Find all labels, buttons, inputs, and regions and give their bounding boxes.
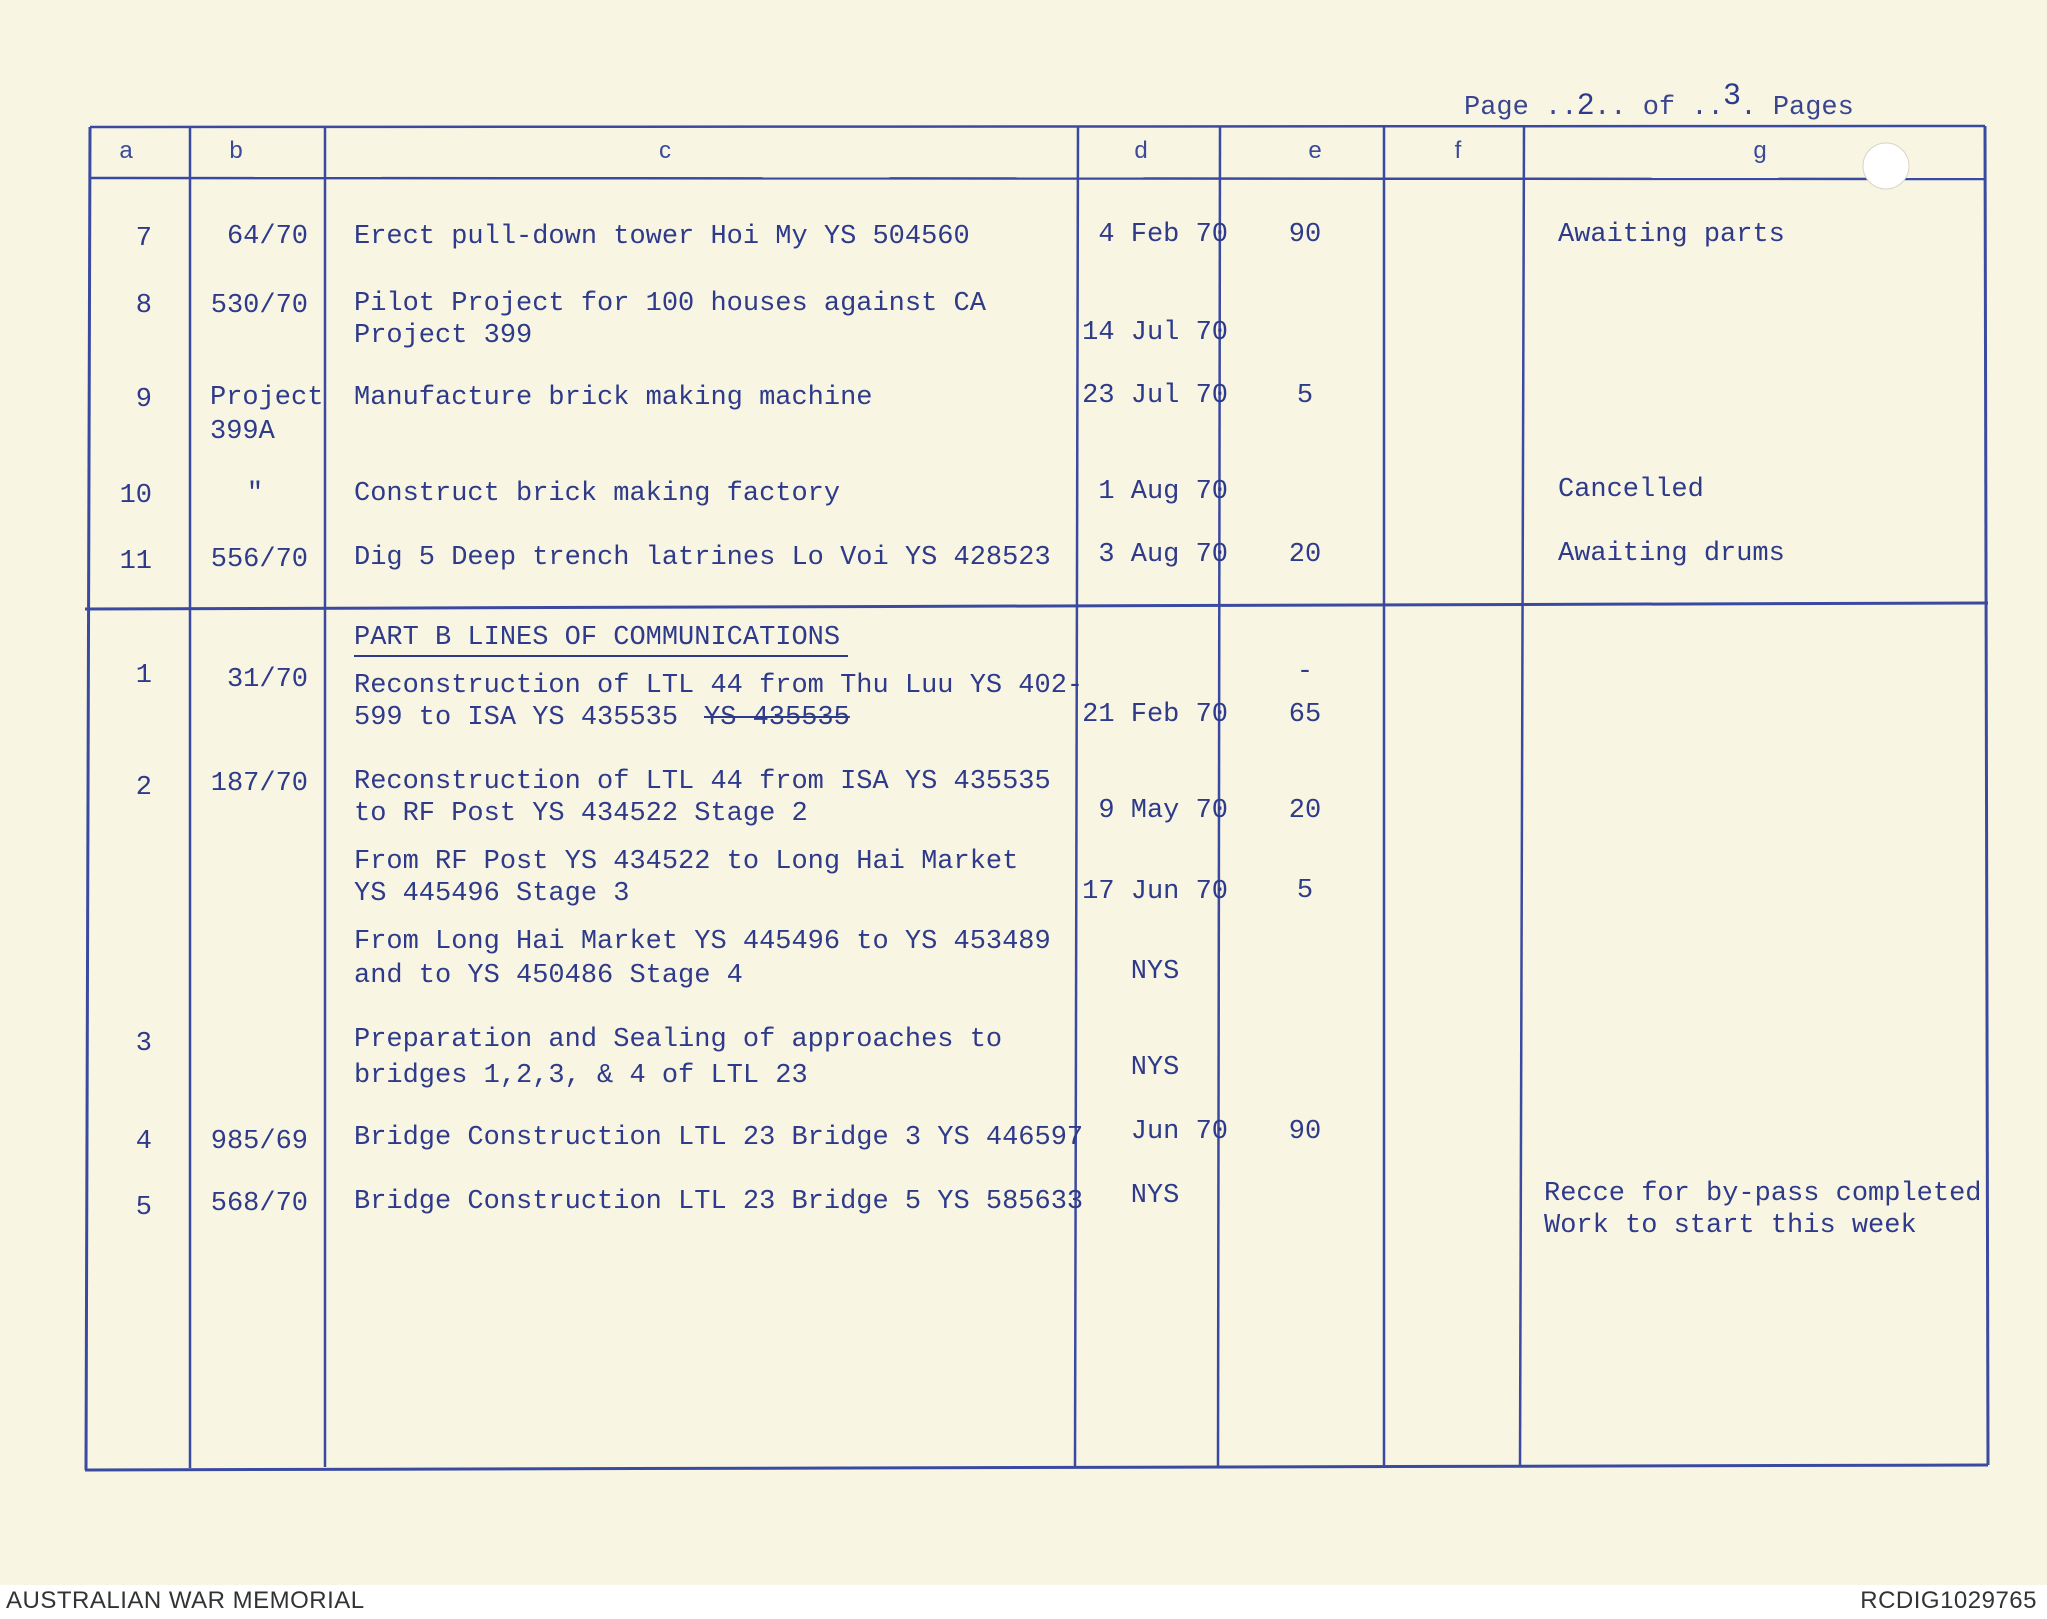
part-b-row-5-c: Bridge Construction LTL 23 Bridge 5 YS 585633 [354, 1187, 1084, 1217]
part-b-stage-3-c-line2: YS 445496 Stage 3 [354, 879, 630, 909]
part-b-row-4-e: 90 [1288, 1117, 1322, 1147]
row-9-c: Manufacture brick making machine [354, 383, 873, 413]
row-8-d: 14 Jul 70 [1082, 318, 1228, 348]
column-header-e: e [1308, 137, 1322, 164]
page-number: 2 [1577, 88, 1595, 121]
row-9-b: Project [210, 383, 324, 413]
page-total: 3 [1723, 78, 1741, 111]
column-header-d: d [1134, 137, 1148, 164]
grid-top [90, 126, 1985, 127]
part-b-row-1-a: 1 [135, 661, 152, 691]
part-b-row-5-b: 568/70 [210, 1189, 308, 1219]
grid-part-divider [85, 603, 1988, 609]
row-7-b: 64/70 [226, 222, 308, 252]
part-b-stage-3-c-line1: From RF Post YS 434522 to Long Hai Market [354, 847, 1019, 877]
part-b-row-1-b: 31/70 [226, 665, 308, 695]
part-b-row-3-d: NYS [1130, 1053, 1180, 1083]
row-11-d: 3 Aug 70 [1098, 540, 1228, 570]
part-b-row-1-e: 65 [1288, 700, 1322, 730]
row-10-g: Cancelled [1558, 475, 1704, 505]
part-b-stage-3-e: 5 [1296, 876, 1314, 906]
footer-credit: AUSTRALIAN WAR MEMORIAL [6, 1587, 365, 1614]
page-number-label [1464, 78, 1854, 123]
part-b-row-2-a: 2 [135, 773, 152, 803]
row-7-c: Erect pull-down tower Hoi My YS 504560 [354, 222, 970, 252]
part-b-row-2-d: 9 May 70 [1098, 796, 1228, 826]
part-b-row-4-d: Jun 70 [1130, 1117, 1228, 1147]
part-b-row-1-c-struck: YS 435535 [704, 703, 850, 733]
part-b-row-5-a: 5 [135, 1193, 152, 1223]
part-b-row-1-e-mark: - [1296, 657, 1314, 687]
column-header-b: b [229, 137, 243, 164]
row-11-g: Awaiting drums [1558, 539, 1785, 569]
row-10-a: 10 [119, 481, 152, 511]
part-b-row-2-e: 20 [1288, 796, 1322, 826]
part-b-row-2-c-line1: Reconstruction of LTL 44 from ISA YS 435535 [354, 767, 1051, 797]
row-9-d: 23 Jul 70 [1082, 381, 1228, 411]
part-b-row-2-b: 187/70 [210, 769, 308, 799]
part-b-row-5-g-line2: Work to start this week [1544, 1211, 1917, 1241]
footer-id: RCDIG1029765 [1860, 1587, 2037, 1614]
part-b-row-4-a: 4 [135, 1127, 152, 1157]
row-11-a: 11 [119, 547, 152, 577]
row-9-b-line2: 399A [210, 417, 275, 447]
part-b-row-5-g-line1: Recce for by-pass completed [1544, 1179, 1982, 1209]
column-header-g: g [1753, 137, 1767, 164]
column-header-f: f [1454, 137, 1462, 164]
part-b-row-4-b: 985/69 [210, 1127, 308, 1157]
row-8-a: 8 [135, 291, 152, 321]
page-mid: .. of .. [1594, 93, 1724, 123]
column-header-a: a [119, 137, 133, 164]
column-header-c: c [659, 137, 671, 164]
grid-right [1985, 126, 1988, 1465]
row-7-e: 90 [1288, 220, 1322, 250]
part-b-row-1-c-line1: Reconstruction of LTL 44 from Thu Luu YS 402- [354, 671, 1084, 701]
punch-hole [1863, 143, 1909, 189]
page-prefix: Page .. [1464, 93, 1578, 123]
grid-left [86, 127, 90, 1470]
part-b-row-3-a: 3 [135, 1029, 152, 1059]
grid-header-bottom [90, 178, 1985, 179]
part-b-stage-3-d: 17 Jun 70 [1082, 877, 1228, 907]
row-9-a: 9 [135, 385, 152, 415]
part-b-stage-4-c-line2: and to YS 450486 Stage 4 [354, 961, 743, 991]
part-b-row-1-d: 21 Feb 70 [1082, 700, 1228, 730]
part-b-row-3-c-line1: Preparation and Sealing of approaches to [354, 1025, 1003, 1055]
part-b-row-4-c: Bridge Construction LTL 23 Bridge 3 YS 446597 [354, 1123, 1084, 1153]
page-suffix: . Pages [1740, 93, 1854, 123]
row-7-d: 4 Feb 70 [1098, 220, 1228, 250]
row-9-e: 5 [1296, 381, 1314, 411]
part-b-heading: PART B LINES OF COMMUNICATIONS [354, 623, 841, 653]
row-7-g: Awaiting parts [1558, 220, 1785, 250]
row-11-b: 556/70 [210, 545, 308, 575]
row-10-c: Construct brick making factory [354, 479, 841, 509]
row-7-a: 7 [135, 224, 152, 254]
part-b-row-1-c-line2: 599 to ISA YS 435535 [354, 703, 679, 733]
grid-col-cd [1075, 126, 1078, 1467]
part-b-row-3-c-line2: bridges 1,2,3, & 4 of LTL 23 [354, 1061, 808, 1091]
part-b-row-5-d: NYS [1130, 1181, 1180, 1211]
row-8-b: 530/70 [210, 291, 308, 321]
row-11-c: Dig 5 Deep trench latrines Lo Voi YS 428523 [354, 543, 1051, 573]
grid-col-fg [1520, 126, 1524, 1466]
row-11-e: 20 [1288, 540, 1322, 570]
part-b-stage-4-d: NYS [1130, 957, 1180, 987]
row-10-b: " [246, 479, 264, 509]
row-10-d: 1 Aug 70 [1098, 477, 1228, 507]
part-b-row-2-c-line2: to RF Post YS 434522 Stage 2 [354, 799, 808, 829]
part-b-stage-4-c-line1: From Long Hai Market YS 445496 to YS 453489 [354, 927, 1051, 957]
grid-bottom [85, 1465, 1988, 1470]
row-8-c-line2: Project 399 [354, 321, 533, 351]
row-8-c-line1: Pilot Project for 100 houses against CA [354, 289, 986, 319]
